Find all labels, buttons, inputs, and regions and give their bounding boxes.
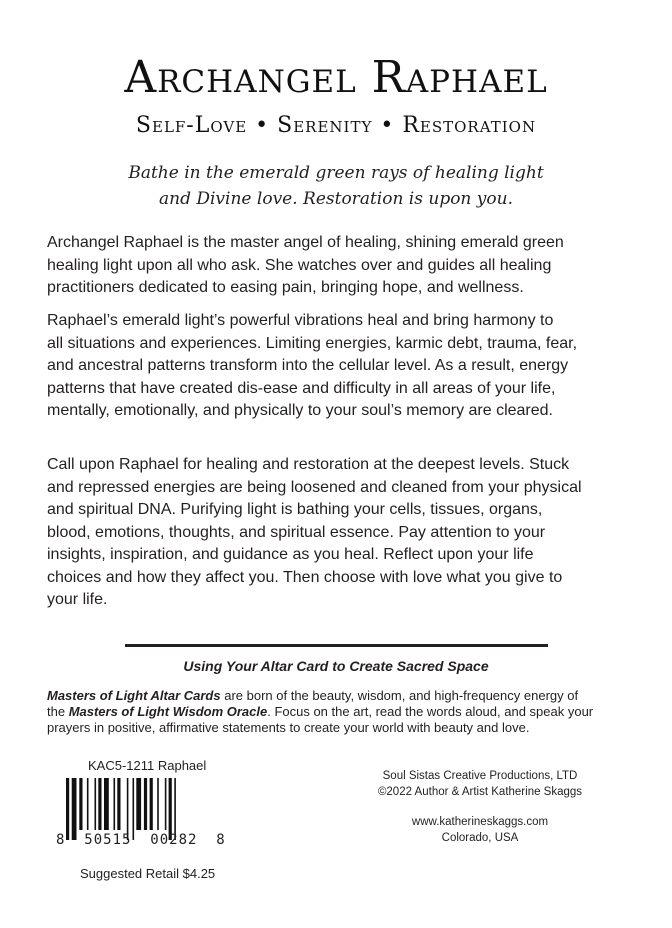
- publisher-info: [330, 768, 630, 800]
- altar-section-body: [47, 688, 647, 736]
- barcode-bar: [95, 778, 97, 830]
- text-line: insights, inspiration, and guidance as you heal. Reflect upon your life: [47, 546, 534, 563]
- barcode-bar: [114, 778, 116, 830]
- tagline-line: Bathe in the emerald green rays of healing light: [128, 163, 544, 183]
- card-subtitle: Self-Love • Serenity • Restoration: [135, 113, 537, 138]
- text-line: and spiritual DNA. Purifying light is bathing your cells, tissues, organs,: [47, 501, 543, 518]
- text-line: mentally, emotionally, and physically to your soul’s memory are cleared.: [47, 402, 553, 419]
- text: are born of the beauty, wisdom, and high-frequency energy of: [220, 688, 579, 703]
- text: . Focus on the art, read the words aloud, and speak your: [267, 704, 594, 719]
- text: the: [47, 704, 69, 719]
- barcode-bar: [136, 778, 141, 830]
- text-line: your life.: [47, 591, 108, 608]
- divider: [125, 644, 548, 647]
- website-link[interactable]: www.katherineskaggs.com: [411, 816, 549, 828]
- barcode-bar: [169, 778, 172, 840]
- sku: KAC5-1211 Raphael: [88, 758, 207, 773]
- barcode-bar: [72, 778, 77, 840]
- barcode-bar: [165, 778, 167, 830]
- altar-section-title: Using Your Altar Card to Create Sacred Space: [183, 658, 489, 674]
- barcode-bar: [174, 778, 176, 840]
- barcode-bar: [157, 778, 159, 830]
- location: Colorado, USA: [441, 832, 519, 844]
- text-line: and ancestral patterns transform into the cellular level. As a result, energy: [47, 357, 569, 374]
- text-line: [47, 688, 647, 704]
- card-title: Archangel Raphael: [124, 52, 548, 103]
- barcode-bar: [79, 778, 82, 830]
- text-line: practitioners dedicated to easing pain, bringing hope, and wellness.: [47, 279, 524, 296]
- barcode-bar: [127, 778, 129, 840]
- barcode-bar: [117, 778, 120, 830]
- tagline-line: and Divine love. Restoration is upon you.: [159, 189, 513, 209]
- text-line: blood, emotions, thoughts, and spiritual essence. Pay attention to your: [47, 523, 546, 541]
- paragraph-2: [47, 310, 647, 423]
- publisher-name: Soul Sistas Creative Productions, LTD: [382, 770, 578, 782]
- barcode-bar: [144, 778, 147, 830]
- barcode-bar: [87, 778, 89, 830]
- product-line-name: Masters of Light Altar Cards: [47, 688, 221, 703]
- barcode-bar: [150, 778, 153, 830]
- barcode-bar: [133, 778, 135, 840]
- contact-info: [330, 814, 630, 846]
- text-line: all situations and experiences. Limiting energies, karmic debt, trauma, fear,: [47, 334, 578, 352]
- tagline: [0, 160, 672, 212]
- paragraph-1: [47, 232, 647, 300]
- barcode-bar: [104, 778, 109, 830]
- barcode-bar: [66, 778, 69, 840]
- oracle-name: Masters of Light Wisdom Oracle: [68, 704, 268, 719]
- barcode-bar: [98, 778, 101, 830]
- text-line: Raphael’s emerald light’s powerful vibrations heal and bring harmony to: [47, 312, 554, 329]
- text-line: and repressed energies are being loosened and cleaned from your physical: [47, 478, 582, 496]
- copyright: ©2022 Author & Artist Katherine Skaggs: [377, 786, 583, 798]
- barcode-number: 8 50515 00282 8: [56, 832, 226, 848]
- text-line: Archangel Raphael is the master angel of healing, shining emerald green: [47, 234, 564, 251]
- text-line: [47, 704, 647, 720]
- text-line: choices and how they affect you. Then choose with love what you give to: [47, 568, 563, 586]
- barcode: [66, 778, 206, 840]
- suggested-retail: Suggested Retail $4.25: [80, 866, 216, 881]
- text-line: patterns that have created dis-ease and difficulty in all areas of your life,: [47, 379, 556, 397]
- text-line: Call upon Raphael for healing and restoration at the deepest levels. Stuck: [47, 456, 570, 473]
- paragraph-3: [47, 454, 647, 612]
- text-line: prayers in positive, affirmative statements to create your world with beauty and love.: [47, 720, 530, 735]
- text-line: healing light upon all who ask. She watches over and guides all healing: [47, 256, 552, 274]
